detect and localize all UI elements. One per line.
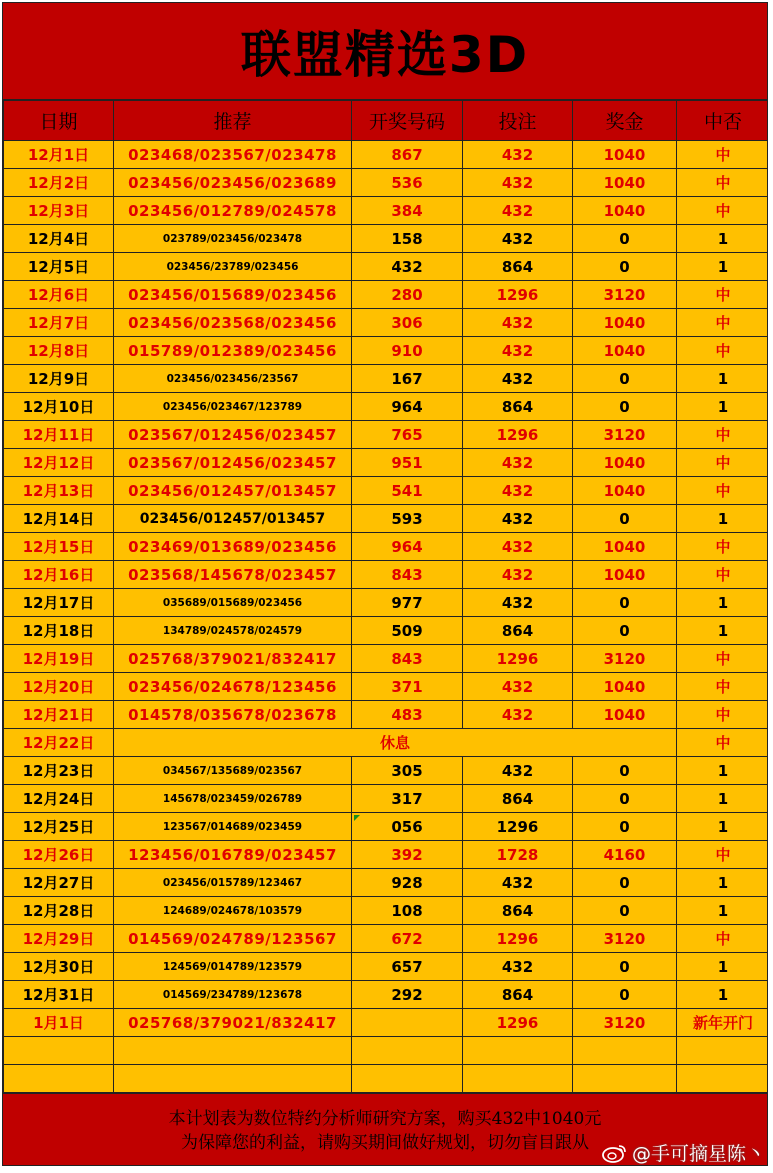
weibo-logo-icon xyxy=(602,1143,628,1163)
cell-draw: 432 xyxy=(352,253,463,281)
cell-date: 12月25日 xyxy=(4,813,114,841)
cell-result: 1 xyxy=(677,225,769,253)
cell-date: 12月26日 xyxy=(4,841,114,869)
cell-result: 中 xyxy=(677,925,769,953)
cell-pick: 023456/024678/123456 xyxy=(114,673,352,701)
cell-prize: 1040 xyxy=(573,141,677,169)
table-row xyxy=(4,561,769,589)
cell-pick: 023789/023456/023478 xyxy=(114,225,352,253)
cell-prize: 1040 xyxy=(573,169,677,197)
cell-result: 1 xyxy=(677,757,769,785)
cell-date: 12月3日 xyxy=(4,197,114,225)
cell-bet: 432 xyxy=(463,365,573,393)
cell-empty xyxy=(463,1037,573,1065)
cell-result: 中 xyxy=(677,141,769,169)
cell-pick: 123567/014689/023459 xyxy=(114,813,352,841)
cell-bet: 432 xyxy=(463,505,573,533)
cell-prize: 0 xyxy=(573,785,677,813)
cell-pick: 015789/012389/023456 xyxy=(114,337,352,365)
cell-prize: 0 xyxy=(573,897,677,925)
cell-empty xyxy=(463,1065,573,1093)
cell-bet: 432 xyxy=(463,141,573,169)
cell-empty xyxy=(677,1037,769,1065)
table-row xyxy=(4,757,769,785)
cell-result: 中 xyxy=(677,449,769,477)
cell-date: 12月1日 xyxy=(4,141,114,169)
cell-date: 12月24日 xyxy=(4,785,114,813)
page-title: 联盟精选3D xyxy=(240,26,530,84)
cell-prize: 0 xyxy=(573,953,677,981)
cell-pick: 023456/015789/123467 xyxy=(114,869,352,897)
cell-date: 1月1日 xyxy=(4,1009,114,1037)
cell-result: 1 xyxy=(677,813,769,841)
table-header-row xyxy=(4,101,769,141)
cell-bet: 1296 xyxy=(463,925,573,953)
cell-date: 12月13日 xyxy=(4,477,114,505)
table-row xyxy=(4,197,769,225)
cell-pick: 014578/035678/023678 xyxy=(114,701,352,729)
table-row-empty xyxy=(4,1065,769,1093)
cell-draw: 964 xyxy=(352,533,463,561)
cell-date: 12月28日 xyxy=(4,897,114,925)
cell-pick: 123456/016789/023457 xyxy=(114,841,352,869)
cell-pick: 014569/234789/123678 xyxy=(114,981,352,1009)
cell-result: 1 xyxy=(677,953,769,981)
cell-bet: 1296 xyxy=(463,813,573,841)
cell-draw: 056 xyxy=(352,813,463,841)
cell-prize: 3120 xyxy=(573,1009,677,1037)
cell-pick: 023456/012789/024578 xyxy=(114,197,352,225)
cell-date: 12月16日 xyxy=(4,561,114,589)
cell-prize: 1040 xyxy=(573,337,677,365)
cell-bet: 432 xyxy=(463,197,573,225)
cell-result: 中 xyxy=(677,729,769,757)
cell-bet: 432 xyxy=(463,953,573,981)
cell-date: 12月18日 xyxy=(4,617,114,645)
cell-date: 12月27日 xyxy=(4,869,114,897)
cell-bet: 864 xyxy=(463,981,573,1009)
cell-date: 12月17日 xyxy=(4,589,114,617)
cell-pick: 025768/379021/832417 xyxy=(114,1009,352,1037)
cell-pick: 025768/379021/832417 xyxy=(114,645,352,673)
cell-result: 1 xyxy=(677,785,769,813)
cell-result: 1 xyxy=(677,505,769,533)
table-row xyxy=(4,589,769,617)
cell-prize: 1040 xyxy=(573,309,677,337)
cell-pick: 023568/145678/023457 xyxy=(114,561,352,589)
cell-draw: 593 xyxy=(352,505,463,533)
cell-draw: 306 xyxy=(352,309,463,337)
cell-pick: 023456/023456/023689 xyxy=(114,169,352,197)
cell-pick: 145678/023459/026789 xyxy=(114,785,352,813)
cell-pick: 023456/012457/013457 xyxy=(114,477,352,505)
cell-date: 12月14日 xyxy=(4,505,114,533)
cell-prize: 0 xyxy=(573,981,677,1009)
cell-pick: 035689/015689/023456 xyxy=(114,589,352,617)
cell-result: 中 xyxy=(677,197,769,225)
cell-result: 中 xyxy=(677,477,769,505)
cell-draw: 317 xyxy=(352,785,463,813)
cell-draw: 280 xyxy=(352,281,463,309)
cell-prize: 1040 xyxy=(573,673,677,701)
cell-bet: 432 xyxy=(463,225,573,253)
cell-draw: 541 xyxy=(352,477,463,505)
cell-draw: 167 xyxy=(352,365,463,393)
cell-result: 1 xyxy=(677,253,769,281)
cell-bet: 432 xyxy=(463,589,573,617)
cell-bet: 1728 xyxy=(463,841,573,869)
table-row xyxy=(4,645,769,673)
cell-empty xyxy=(573,1065,677,1093)
cell-date: 12月6日 xyxy=(4,281,114,309)
cell-draw: 928 xyxy=(352,869,463,897)
cell-date: 12月12日 xyxy=(4,449,114,477)
table-row xyxy=(4,225,769,253)
cell-empty xyxy=(573,1037,677,1065)
cell-prize: 0 xyxy=(573,617,677,645)
cell-draw xyxy=(352,1009,463,1037)
cell-prize: 0 xyxy=(573,813,677,841)
cell-draw: 158 xyxy=(352,225,463,253)
table-row xyxy=(4,169,769,197)
cell-bet: 864 xyxy=(463,253,573,281)
cell-prize: 1040 xyxy=(573,197,677,225)
table-row xyxy=(4,953,769,981)
cell-bet: 432 xyxy=(463,869,573,897)
cell-empty xyxy=(4,1037,114,1065)
cell-pick: 014569/024789/123567 xyxy=(114,925,352,953)
cell-pick: 023456/015689/023456 xyxy=(114,281,352,309)
cell-date: 12月29日 xyxy=(4,925,114,953)
cell-result: 中 xyxy=(677,561,769,589)
table-row xyxy=(4,141,769,169)
table-row xyxy=(4,365,769,393)
table-row xyxy=(4,309,769,337)
table-body xyxy=(4,141,769,1093)
cell-bet: 432 xyxy=(463,169,573,197)
cell-bet: 432 xyxy=(463,757,573,785)
cell-prize: 1040 xyxy=(573,533,677,561)
cell-draw: 384 xyxy=(352,197,463,225)
table-row xyxy=(4,897,769,925)
cell-result: 1 xyxy=(677,617,769,645)
watermark-text: @手可摘星陈丶 xyxy=(631,1143,765,1165)
cell-date: 12月19日 xyxy=(4,645,114,673)
cell-bet: 432 xyxy=(463,701,573,729)
lottery-plan-sheet xyxy=(2,2,768,1166)
cell-pick: 034567/135689/023567 xyxy=(114,757,352,785)
cell-pick: 124689/024678/103579 xyxy=(114,897,352,925)
cell-bet: 864 xyxy=(463,393,573,421)
header-result: 中否 xyxy=(677,101,769,141)
cell-bet: 864 xyxy=(463,617,573,645)
cell-prize: 1040 xyxy=(573,701,677,729)
cell-result: 1 xyxy=(677,897,769,925)
table-row xyxy=(4,673,769,701)
cell-draw: 977 xyxy=(352,589,463,617)
cell-prize: 1040 xyxy=(573,561,677,589)
cell-date: 12月31日 xyxy=(4,981,114,1009)
table-row xyxy=(4,925,769,953)
title-bar xyxy=(3,3,767,100)
table-row xyxy=(4,533,769,561)
cell-date: 12月20日 xyxy=(4,673,114,701)
cell-draw: 964 xyxy=(352,393,463,421)
cell-prize: 1040 xyxy=(573,477,677,505)
cell-bet: 432 xyxy=(463,337,573,365)
footer-line-2: 为保障您的利益，请购买期间做好规划，切勿盲目跟从 xyxy=(181,1132,589,1153)
table-row xyxy=(4,281,769,309)
cell-result: 中 xyxy=(677,673,769,701)
header-bet: 投注 xyxy=(463,101,573,141)
cell-prize: 3120 xyxy=(573,645,677,673)
footer-line-1: 本计划表为数位特约分析师研究方案，购买432中1040元 xyxy=(168,1108,602,1129)
cell-empty xyxy=(114,1037,352,1065)
cell-pick: 023456/023456/23567 xyxy=(114,365,352,393)
cell-draw: 536 xyxy=(352,169,463,197)
table-row xyxy=(4,421,769,449)
table-row xyxy=(4,253,769,281)
cell-prize: 1040 xyxy=(573,449,677,477)
cell-pick: 134789/024578/024579 xyxy=(114,617,352,645)
cell-draw: 392 xyxy=(352,841,463,869)
cell-empty xyxy=(4,1065,114,1093)
cell-date: 12月7日 xyxy=(4,309,114,337)
cell-draw: 371 xyxy=(352,673,463,701)
cell-bet: 1296 xyxy=(463,645,573,673)
cell-bet: 1296 xyxy=(463,281,573,309)
cell-empty xyxy=(114,1065,352,1093)
cell-prize: 0 xyxy=(573,589,677,617)
cell-result: 中 xyxy=(677,309,769,337)
cell-pick: 023567/012456/023457 xyxy=(114,449,352,477)
cell-result: 中 xyxy=(677,169,769,197)
cell-draw: 843 xyxy=(352,645,463,673)
cell-prize: 0 xyxy=(573,225,677,253)
cell-pick: 023456/023467/123789 xyxy=(114,393,352,421)
cell-bet: 432 xyxy=(463,449,573,477)
cell-prize: 0 xyxy=(573,393,677,421)
cell-result: 1 xyxy=(677,869,769,897)
table-row xyxy=(4,869,769,897)
cell-date: 12月15日 xyxy=(4,533,114,561)
cell-result: 中 xyxy=(677,841,769,869)
cell-rest: 休息 xyxy=(114,729,677,757)
cell-result: 1 xyxy=(677,589,769,617)
cell-prize: 0 xyxy=(573,757,677,785)
cell-date: 12月23日 xyxy=(4,757,114,785)
cell-pick: 023456/23789/023456 xyxy=(114,253,352,281)
cell-result: 中 xyxy=(677,645,769,673)
header-draw: 开奖号码 xyxy=(352,101,463,141)
cell-pick: 023456/023568/023456 xyxy=(114,309,352,337)
cell-draw: 910 xyxy=(352,337,463,365)
cell-draw: 292 xyxy=(352,981,463,1009)
cell-draw: 657 xyxy=(352,953,463,981)
cell-empty xyxy=(352,1037,463,1065)
table-row xyxy=(4,1009,769,1037)
table-row-empty xyxy=(4,1037,769,1065)
cell-comment-marker xyxy=(354,815,360,821)
cell-draw: 509 xyxy=(352,617,463,645)
plan-table xyxy=(3,100,768,1093)
cell-bet: 864 xyxy=(463,785,573,813)
cell-bet: 432 xyxy=(463,309,573,337)
table-row xyxy=(4,477,769,505)
cell-prize: 0 xyxy=(573,253,677,281)
cell-draw: 867 xyxy=(352,141,463,169)
table-row xyxy=(4,729,769,757)
table-row xyxy=(4,393,769,421)
cell-pick: 124569/014789/123579 xyxy=(114,953,352,981)
cell-prize: 0 xyxy=(573,505,677,533)
header-pick: 推荐 xyxy=(114,101,352,141)
cell-prize: 4160 xyxy=(573,841,677,869)
cell-draw: 672 xyxy=(352,925,463,953)
header-date: 日期 xyxy=(4,101,114,141)
table-row xyxy=(4,617,769,645)
cell-bet: 432 xyxy=(463,561,573,589)
cell-result: 1 xyxy=(677,365,769,393)
cell-date: 12月8日 xyxy=(4,337,114,365)
header-prize: 奖金 xyxy=(573,101,677,141)
cell-bet: 432 xyxy=(463,533,573,561)
table-row xyxy=(4,505,769,533)
cell-draw: 951 xyxy=(352,449,463,477)
cell-result: 中 xyxy=(677,533,769,561)
cell-bet: 432 xyxy=(463,673,573,701)
cell-result: 新年开门 xyxy=(677,1009,769,1037)
cell-draw: 765 xyxy=(352,421,463,449)
cell-pick: 023567/012456/023457 xyxy=(114,421,352,449)
table-row xyxy=(4,337,769,365)
cell-bet: 1296 xyxy=(463,1009,573,1037)
cell-draw: 305 xyxy=(352,757,463,785)
cell-date: 12月10日 xyxy=(4,393,114,421)
cell-prize: 3120 xyxy=(573,925,677,953)
cell-bet: 432 xyxy=(463,477,573,505)
cell-bet: 864 xyxy=(463,897,573,925)
table-row xyxy=(4,813,769,841)
cell-date: 12月22日 xyxy=(4,729,114,757)
cell-date: 12月11日 xyxy=(4,421,114,449)
table-row xyxy=(4,785,769,813)
cell-empty xyxy=(677,1065,769,1093)
cell-draw: 483 xyxy=(352,701,463,729)
cell-date: 12月21日 xyxy=(4,701,114,729)
cell-prize: 3120 xyxy=(573,421,677,449)
cell-date: 12月30日 xyxy=(4,953,114,981)
cell-bet: 1296 xyxy=(463,421,573,449)
cell-result: 中 xyxy=(677,421,769,449)
cell-pick: 023468/023567/023478 xyxy=(114,141,352,169)
cell-result: 1 xyxy=(677,981,769,1009)
cell-draw: 108 xyxy=(352,897,463,925)
cell-pick: 023469/013689/023456 xyxy=(114,533,352,561)
cell-result: 1 xyxy=(677,393,769,421)
cell-date: 12月9日 xyxy=(4,365,114,393)
cell-pick: 023456/012457/013457 xyxy=(114,505,352,533)
cell-result: 中 xyxy=(677,701,769,729)
table-row xyxy=(4,449,769,477)
cell-date: 12月4日 xyxy=(4,225,114,253)
cell-date: 12月2日 xyxy=(4,169,114,197)
watermark xyxy=(602,1139,765,1166)
table-row xyxy=(4,981,769,1009)
cell-empty xyxy=(352,1065,463,1093)
cell-result: 中 xyxy=(677,337,769,365)
cell-date: 12月5日 xyxy=(4,253,114,281)
cell-draw: 843 xyxy=(352,561,463,589)
table-row xyxy=(4,841,769,869)
cell-prize: 0 xyxy=(573,365,677,393)
cell-result: 中 xyxy=(677,281,769,309)
table-row xyxy=(4,701,769,729)
cell-prize: 0 xyxy=(573,869,677,897)
cell-prize: 3120 xyxy=(573,281,677,309)
